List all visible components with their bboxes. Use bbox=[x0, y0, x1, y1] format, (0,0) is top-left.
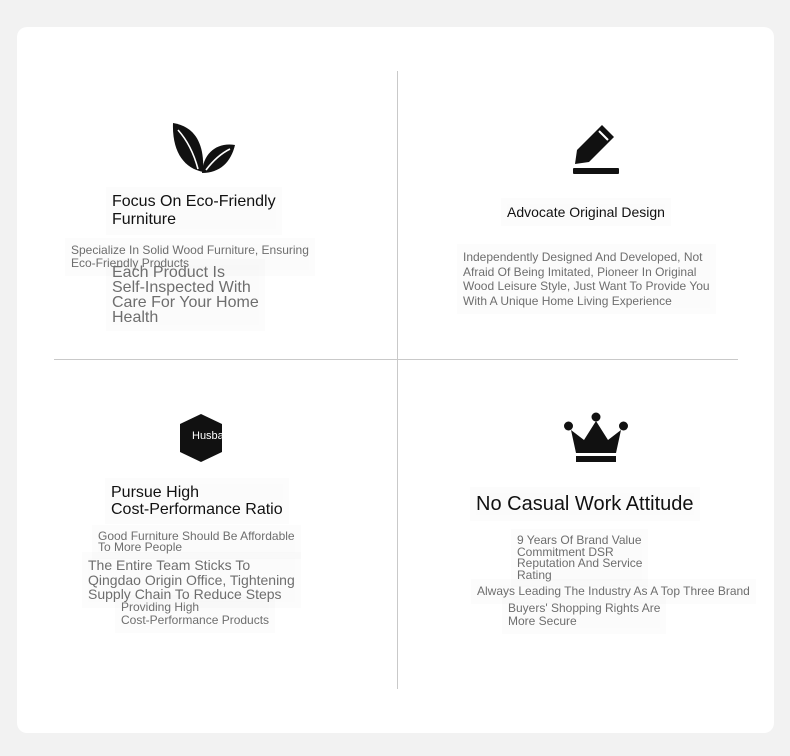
shield-icon-label: Husband bbox=[192, 430, 237, 442]
feature-title-cost: Pursue High Cost-Performance Ratio bbox=[111, 484, 283, 518]
feature-desc-eco-a: Specialize In Solid Wood Furniture, Ensuring Eco-Friendly Products bbox=[71, 243, 309, 270]
feature-desc-attitude-a: 9 Years Of Brand Value Commitment DSR Reputation And Service Rating bbox=[517, 533, 643, 582]
horizontal-divider bbox=[54, 359, 738, 360]
crown-icon bbox=[564, 412, 628, 462]
feature-desc-design: Independently Designed And Developed, Not Afraid Of Being Imitated, Pioneer In Original Wood Leisure Style, Just Want To Provide You With A Unique Home Living Experience bbox=[463, 250, 710, 308]
feature-desc-cost-a: Good Furniture Should Be Affordable To More People bbox=[98, 529, 295, 554]
feature-title-attitude: No Casual Work Attitude bbox=[476, 493, 694, 515]
shield-icon bbox=[180, 414, 237, 462]
feature-desc-eco-b: Each Product Is Self-Inspected With Care For Your Home Health bbox=[112, 264, 259, 326]
feature-desc-attitude-b: Always Leading The Industry As A Top Three Brand bbox=[477, 584, 750, 598]
feature-desc-attitude-c: Buyers' Shopping Rights Are More Secure bbox=[508, 601, 661, 628]
feature-title-design: Advocate Original Design bbox=[507, 204, 665, 220]
vertical-divider bbox=[397, 71, 398, 689]
leaf-icon bbox=[172, 122, 236, 174]
feature-desc-cost-c: Providing High Cost-Performance Products bbox=[121, 600, 270, 627]
feature-title-eco: Focus On Eco-Friendly Furniture bbox=[112, 193, 276, 228]
feature-desc-cost-b: The Entire Team Sticks To Qingdao Origin Office, Tightening Supply Chain To Reduce Steps bbox=[88, 557, 295, 602]
features-card bbox=[17, 27, 774, 733]
pencil-icon bbox=[572, 124, 620, 174]
